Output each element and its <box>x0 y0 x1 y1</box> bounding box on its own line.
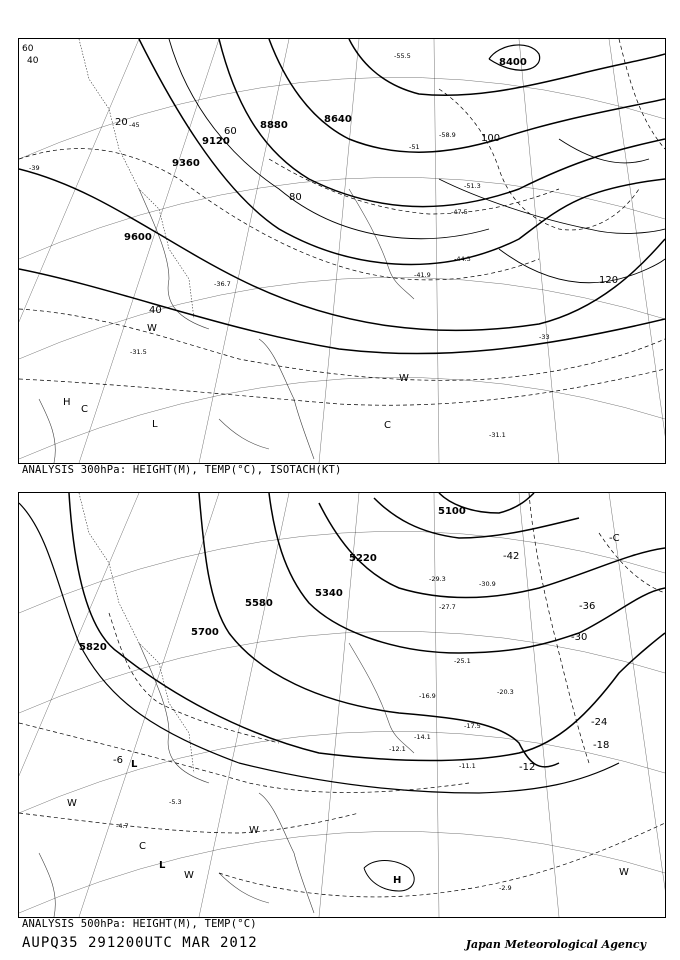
isotach-label-120: 120 <box>599 275 619 286</box>
grid-line <box>609 493 665 917</box>
height-label-5340: 5340 <box>315 588 343 599</box>
coastline <box>39 399 55 463</box>
caption-300hpa: ANALYSIS 300hPa: HEIGHT(M), TEMP(°C), ISOTACH(KT) <box>22 464 342 476</box>
station-value: -11.1 <box>459 762 476 770</box>
coastline <box>219 419 269 449</box>
temp-label: -31.5 <box>130 348 147 356</box>
height-label-5820: 5820 <box>79 642 107 653</box>
height-label-9360: 9360 <box>172 158 200 169</box>
station-value: -12.1 <box>389 745 406 753</box>
pressure-center-C: C <box>139 841 146 852</box>
temp-label: -41.9 <box>414 271 431 279</box>
temp-contour-label: -42 <box>503 551 520 562</box>
height-contour <box>374 498 579 538</box>
station-value: -17.5 <box>464 722 481 730</box>
grid-line <box>519 493 559 917</box>
temp-contour-label: -C <box>609 533 620 544</box>
grid-line <box>434 493 439 917</box>
caption-500hpa: ANALYSIS 500hPa: HEIGHT(M), TEMP(°C) <box>22 918 257 930</box>
height-label-8400: 8400 <box>499 57 527 68</box>
temp-label: -55.5 <box>394 52 411 60</box>
edge-label: 60 <box>22 44 34 54</box>
pressure-center-L: L <box>159 860 166 871</box>
height-contour <box>69 493 665 761</box>
isotherm-dashed <box>19 723 469 792</box>
temp-label: -58.9 <box>439 131 456 139</box>
grid-line <box>19 493 139 917</box>
pressure-center-W: W <box>184 870 194 881</box>
pressure-center-L: L <box>152 419 158 430</box>
temp-label: -36.7 <box>214 280 231 288</box>
pressure-center-W: W <box>619 867 629 878</box>
temp-label: -39 <box>29 164 40 172</box>
temp-label: -45 <box>129 121 140 129</box>
temp-contour-label: -18 <box>593 740 610 751</box>
temp-contour-label: -12 <box>519 762 536 773</box>
pressure-center-W: W <box>399 373 409 384</box>
height-label-5220: 5220 <box>349 553 377 564</box>
temp-label: -51 <box>409 143 420 151</box>
height-label-9600: 9600 <box>124 232 152 243</box>
grid-line <box>434 39 439 463</box>
isotherm-dashed <box>529 493 589 763</box>
coastline <box>349 643 414 753</box>
height-label-8880: 8880 <box>260 120 288 131</box>
station-value: -5.3 <box>169 798 182 806</box>
temp-contour-label: -6 <box>113 755 123 766</box>
coastline <box>259 339 314 459</box>
station-value: -4.7 <box>116 822 129 830</box>
coastline <box>79 493 194 773</box>
pressure-center-L: L <box>131 759 138 770</box>
height-contour <box>269 493 665 653</box>
temp-contour-label: -30 <box>571 632 588 643</box>
edge-label: 40 <box>27 56 39 66</box>
grid-line <box>199 493 289 917</box>
station-value: -30.9 <box>479 580 496 588</box>
isotach-label-80: 80 <box>289 192 302 203</box>
temp-label: -31.1 <box>489 431 506 439</box>
temp-label: -33 <box>539 333 550 341</box>
chart-code-datetime: AUPQ35 291200UTC MAR 2012 <box>22 935 258 951</box>
grid-line <box>19 831 665 913</box>
height-label-8640: 8640 <box>324 114 352 125</box>
height-label-5700: 5700 <box>191 627 219 638</box>
pressure-center-C: C <box>81 404 88 415</box>
pressure-center-W: W <box>67 798 77 809</box>
pressure-center-H: H <box>63 397 71 408</box>
height-label-9120: 9120 <box>202 136 230 147</box>
station-value: -14.1 <box>414 733 431 741</box>
grid-line <box>19 39 139 463</box>
grid-line <box>609 39 665 463</box>
grid-line <box>519 39 559 463</box>
grid-line <box>199 39 289 463</box>
isotherm-dashed <box>19 813 359 833</box>
temp-contour-label: -24 <box>591 717 608 728</box>
grid-line <box>19 731 665 813</box>
chart-panel-500hpa <box>18 492 666 918</box>
station-value: -20.3 <box>497 688 514 696</box>
grid-line <box>79 39 219 463</box>
height-contour <box>364 861 414 892</box>
isotherm-dashed <box>19 309 665 380</box>
pressure-center-C: C <box>384 420 391 431</box>
coastline <box>139 643 209 783</box>
temp-label: -51.3 <box>464 182 481 190</box>
pressure-center-H: H <box>393 875 402 886</box>
coastline <box>259 793 314 913</box>
isotach-label-60: 60 <box>224 126 237 137</box>
isotach-label-100: 100 <box>481 133 501 144</box>
isotherm-dashed <box>219 823 665 897</box>
temp-label: -47.5 <box>451 208 468 216</box>
grid-line <box>19 377 665 459</box>
grid-line <box>319 39 359 463</box>
pressure-center-W: W <box>249 825 259 836</box>
isotach-label-40: 40 <box>149 305 162 316</box>
map-500hpa <box>19 493 665 917</box>
station-value: -29.3 <box>429 575 446 583</box>
height-label-5580: 5580 <box>245 598 273 609</box>
station-value: -25.1 <box>454 657 471 665</box>
station-value: -27.7 <box>439 603 456 611</box>
temp-contour-label: -36 <box>579 601 596 612</box>
isotach-contour <box>559 139 649 163</box>
grid-line <box>19 277 665 359</box>
height-label-5100: 5100 <box>438 506 466 517</box>
temp-label: -44.3 <box>454 255 471 263</box>
station-value: -2.9 <box>499 884 512 892</box>
isotach-label-20: 20 <box>115 117 128 128</box>
coastline <box>79 39 194 319</box>
height-contour <box>269 39 665 152</box>
height-contour <box>19 269 665 354</box>
coastline <box>219 873 269 903</box>
agency-credit: Japan Meteorological Agency <box>465 938 646 951</box>
coastline <box>39 853 55 917</box>
chart-panel-300hpa <box>18 38 666 464</box>
grid-line <box>19 531 665 613</box>
pressure-center-W: W <box>147 323 157 334</box>
station-value: -16.9 <box>419 692 436 700</box>
map-300hpa <box>19 39 665 463</box>
